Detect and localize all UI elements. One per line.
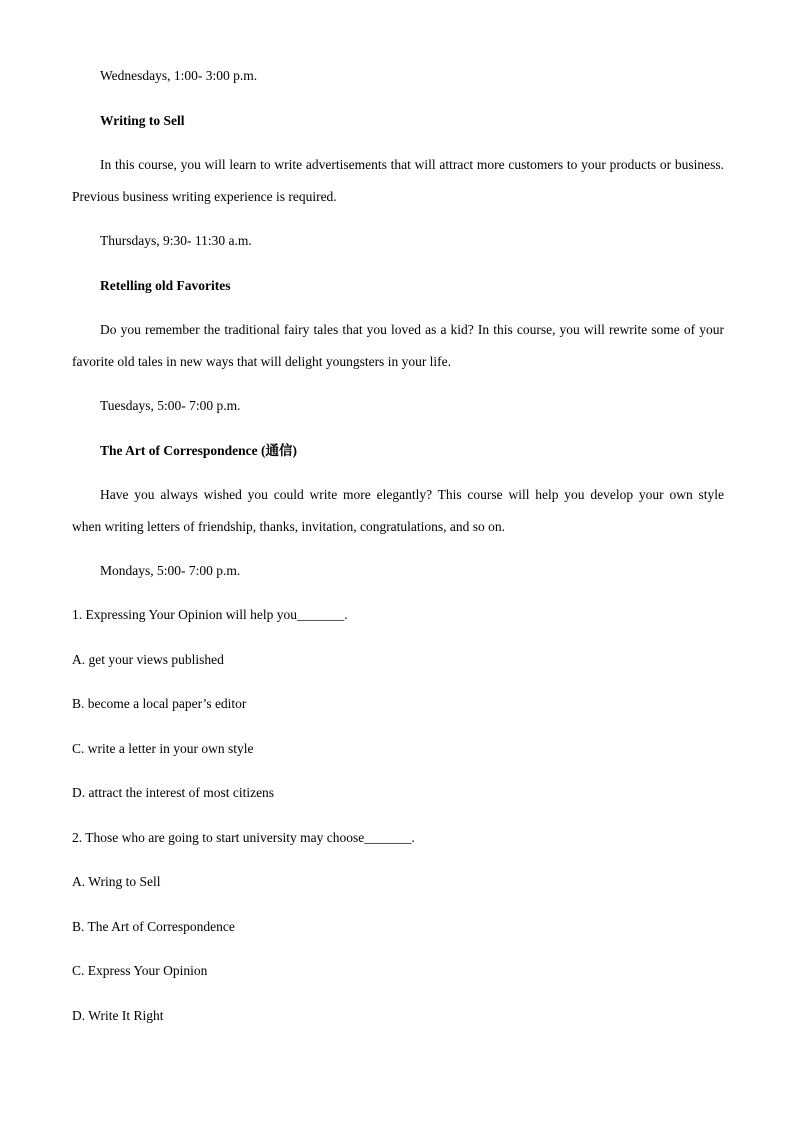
description-line: Previous business writing experience is required. (72, 189, 337, 204)
course-title: Retelling old Favorites (100, 278, 231, 293)
description-line: when writing letters of friendship, thanks, invitation, congratulations, and so on. (72, 519, 506, 534)
answer-option: C. Express Your Opinion (72, 963, 208, 978)
course-title: Writing to Sell (100, 113, 185, 128)
description-line: In this course, you will learn to write advertisements that will attract more customers to your products or business. (100, 157, 724, 172)
answer-option: B. The Art of Correspondence (72, 919, 235, 934)
description-line: Do you remember the traditional fairy tales that you loved as a kid? In this course, you will rewrite some of your (100, 322, 724, 337)
course-title: The Art of Correspondence (通信) (100, 443, 297, 458)
answer-option: D. attract the interest of most citizens (72, 785, 275, 800)
schedule-text: Thursdays, 9:30- 11:30 a.m. (100, 233, 252, 248)
answer-option: B. become a local paper’s editor (72, 696, 247, 711)
answer-option: A. get your views published (72, 652, 224, 667)
answer-option: D. Write It Right (72, 1008, 164, 1023)
answer-option: A. Wring to Sell (72, 874, 161, 889)
description-line: favorite old tales in new ways that will delight youngsters in your life. (72, 354, 452, 369)
schedule-text: Tuesdays, 5:00- 7:00 p.m. (100, 398, 241, 413)
answer-option: C. write a letter in your own style (72, 741, 254, 756)
description-line: Have you always wished you could write more elegantly? This course will help you develop your own style (100, 487, 724, 502)
question-stem: 1. Expressing Your Opinion will help you_______. (72, 607, 348, 622)
schedule-text: Mondays, 5:00- 7:00 p.m. (100, 563, 241, 578)
question-stem: 2. Those who are going to start university may choose_______. (72, 830, 415, 845)
schedule-text: Wednesdays, 1:00- 3:00 p.m. (100, 68, 258, 83)
